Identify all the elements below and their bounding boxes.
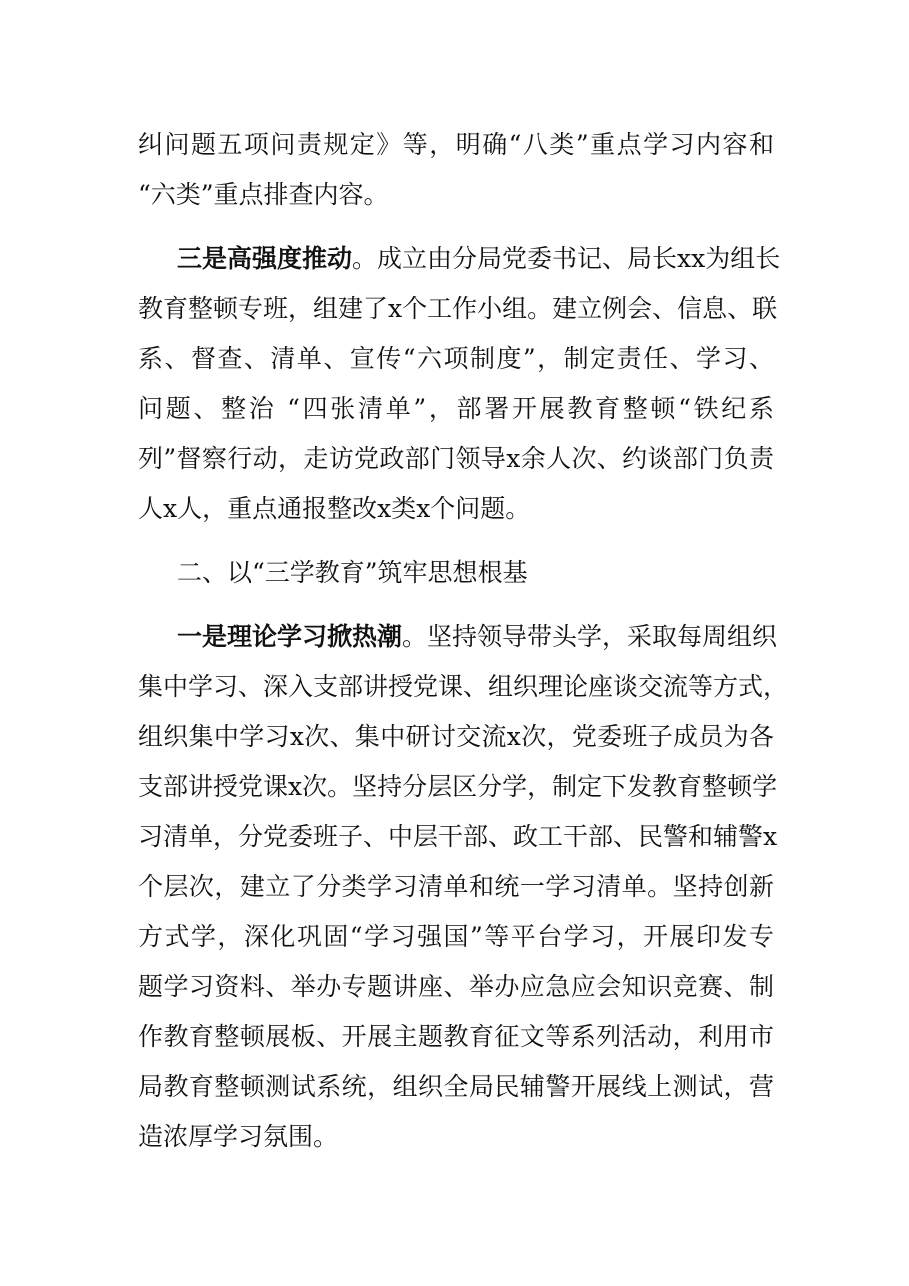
paragraph-text: 。成立由分局党委书记、局长xx为组长 — [352, 244, 781, 273]
text-line: 集中学习、深入支部讲授党课、组织理论座谈交流等方式， — [138, 672, 789, 701]
text-line: 系、督查、清单、宣传“六项制度”，制定责任、学习、 — [138, 344, 774, 373]
paragraph-continuation — [138, 120, 774, 220]
text-line: 组织集中学习x次、集中研讨交流x次，党委班子成员为各 — [138, 722, 774, 751]
paragraph-text: 。坚持领导带头学，采取每周组织 — [402, 622, 778, 651]
text-line: 方式学，深化巩固“学习强国”等平台学习，开展印发专 — [138, 922, 774, 951]
text-line — [138, 612, 778, 662]
text-line: 局教育整顿测试系统，组织全局民辅警开展线上测试，营 — [138, 1072, 774, 1101]
text-line: 教育整顿专班，组建了x个工作小组。建立例会、信息、联 — [138, 294, 778, 323]
text-line: 纠问题五项问责规定》等，明确“八类”重点学习内容和 — [138, 130, 774, 159]
paragraph-high-intensity — [138, 234, 781, 534]
paragraph-theory-study — [138, 612, 789, 1162]
section-heading: 二、以“三学教育”筑牢思想根基 — [177, 558, 528, 587]
text-line: 支部讲授党课x次。坚持分层区分学，制定下发教育整顿学 — [138, 772, 778, 801]
text-line — [138, 234, 781, 284]
text-line: 列”督察行动，走访党政部门领导x余人次、约谈部门负责 — [138, 444, 774, 473]
text-line: 题学习资料、举办专题讲座、举办应急应会知识竞赛、制 — [138, 972, 774, 1001]
document-body — [138, 120, 789, 1162]
text-line: 作教育整顿展板、开展主题教育征文等系列活动，利用市 — [138, 1022, 774, 1051]
text-line: 问题、整治 “四张清单”，部署开展教育整顿“铁纪系 — [138, 394, 774, 423]
text-line: 习清单，分党委班子、中层干部、政工干部、民警和辅警x — [138, 822, 778, 851]
paragraph-lead: 三是高强度推动 — [177, 244, 353, 273]
text-line: “六类”重点排查内容。 — [138, 180, 389, 209]
text-line: 造浓厚学习氛围。 — [138, 1122, 339, 1151]
text-line: 个层次，建立了分类学习清单和统一学习清单。坚持创新 — [138, 872, 774, 901]
paragraph-lead: 一是理论学习掀热潮 — [177, 622, 403, 651]
text-line: 人x人，重点通报整改x类x个问题。 — [138, 494, 531, 523]
